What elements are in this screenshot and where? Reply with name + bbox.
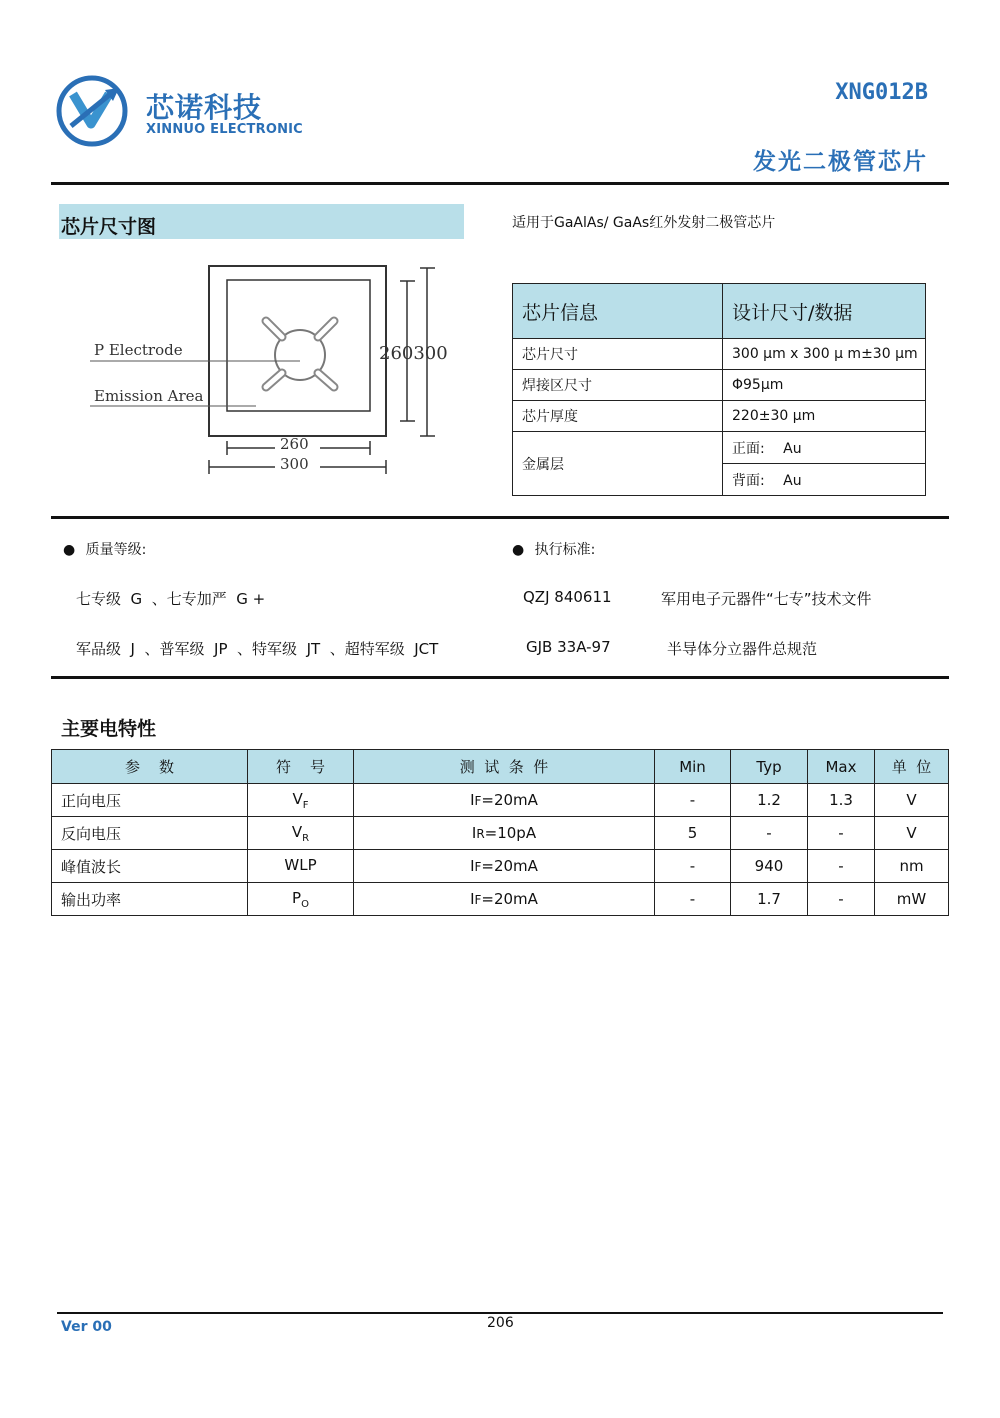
symbol-sub: F [302,799,309,811]
table-row [513,339,926,370]
cell-typ: 1.7 [731,883,808,916]
header-divider [51,182,949,185]
table-row [513,401,926,432]
standard-desc: 半导体分立器件总规范 [667,640,818,658]
metal-front [723,432,926,464]
row-value: 220±30 μm [723,401,926,432]
cell-typ: - [731,817,808,850]
cell-unit: nm [875,850,949,883]
symbol-main: P [292,888,302,907]
condition-sub: F [474,893,482,907]
header-design-data: 设计尺寸/数据 [723,284,926,339]
cell-param: 输出功率 [52,883,248,916]
cell-condition [354,850,655,883]
symbol-main: WLP [284,855,317,874]
row-label: 芯片厚度 [513,401,723,432]
table-row [52,784,949,817]
logo-mark-icon [55,74,129,148]
condition-value: =10pA [484,824,537,842]
cell-condition [354,883,655,916]
standard-desc: 军用电子元器件“七专”技术文件 [661,590,872,608]
cell-symbol [248,817,354,850]
col-header-unit: 单 位 [875,750,949,784]
table-row [52,817,949,850]
cell-symbol [248,883,354,916]
condition-value: =20mA [481,791,538,809]
chip-dimension-diagram [80,255,460,480]
applicability-note: 适用于GaAlAs/ GaAs红外发射二极管芯片 [512,215,776,231]
standard-code: QZJ 840611 [523,588,612,606]
condition-value: =20mA [481,857,538,875]
cell-typ: 1.2 [731,784,808,817]
symbol-sub: R [302,832,310,844]
cell-condition [354,784,655,817]
section-title-chip-size: 芯片尺寸图 [61,216,157,238]
cell-max: - [808,850,875,883]
dimension-outer-width: 300 [280,455,309,473]
metal-front-label: 正面: [732,440,765,457]
document-title: 发光二极管芯片 [753,149,928,175]
standards-title: 执行标准: [534,542,596,558]
quality-title: 质量等级: [85,542,147,558]
condition-main: I [470,857,475,875]
page-number: 206 [487,1315,514,1331]
cell-param: 反向电压 [52,817,248,850]
condition-main: I [471,824,477,842]
table-header-row [513,284,926,339]
quality-line-1: 七专级 G 、七专加严 G + [76,590,266,608]
cell-max: - [808,817,875,850]
table-row [513,370,926,401]
section-title-electrical: 主要电特性 [61,718,157,740]
electrical-table [51,749,949,916]
cell-max: - [808,883,875,916]
cell-condition [354,817,655,850]
metal-back-label: 背面: [732,472,765,489]
section-divider [51,676,949,679]
metal-back-value: Au [783,472,802,489]
section-divider [51,516,949,519]
cell-unit: V [875,817,949,850]
quality-heading [63,539,146,559]
table-row [52,883,949,916]
dimension-vertical: 260300 [379,343,448,364]
cell-min: 5 [655,817,731,850]
bullet-icon: ● [512,542,525,558]
metal-layer-label: 金属层 [513,432,723,496]
bullet-icon: ● [63,542,76,558]
table-row [52,850,949,883]
cell-min: - [655,784,731,817]
symbol-main: V [292,789,303,808]
company-name-cn: 芯诺科技 [146,91,263,124]
cell-param: 正向电压 [52,784,248,817]
cell-param: 峰值波长 [52,850,248,883]
table-row [513,432,926,464]
version-label: Ver 00 [61,1319,112,1335]
col-header-param: 参 数 [52,750,248,784]
quality-line-2: 军品级 J 、普军级 JP 、特军级 JT 、超特军级 JCT [76,640,439,658]
cell-symbol [248,850,354,883]
col-header-min: Min [655,750,731,784]
condition-sub: F [474,794,482,808]
part-number: XNG012B [835,80,928,105]
cell-unit: mW [875,883,949,916]
symbol-sub: O [301,898,309,910]
standards-heading [512,539,595,559]
condition-main: I [470,791,475,809]
row-label: 焊接区尺寸 [513,370,723,401]
col-header-symbol: 符 号 [248,750,354,784]
cell-unit: V [875,784,949,817]
row-value: 300 μm x 300 μ m±30 μm [723,339,926,370]
cell-typ: 940 [731,850,808,883]
cell-max: 1.3 [808,784,875,817]
footer-divider [57,1312,943,1314]
col-header-max: Max [808,750,875,784]
chip-info-table [512,283,926,496]
header-chip-info: 芯片信息 [513,284,723,339]
condition-sub: R [476,827,485,841]
cell-min: - [655,883,731,916]
symbol-main: V [291,822,303,841]
label-emission-area: Emission Area [94,387,204,405]
row-label: 芯片尺寸 [513,339,723,370]
chip-outline-drawing [80,255,460,480]
condition-value: =20mA [481,890,538,908]
company-name-en: XINNUO ELECTRONIC [146,122,303,137]
metal-front-value: Au [783,440,802,457]
standard-code: GJB 33A-97 [526,638,611,656]
company-logo [55,74,129,148]
cell-symbol [248,784,354,817]
condition-main: I [470,890,475,908]
metal-back [723,464,926,496]
condition-sub: F [474,860,482,874]
dimension-inner-width: 260 [280,435,309,453]
cell-min: - [655,850,731,883]
col-header-condition: 测 试 条 件 [354,750,655,784]
col-header-typ: Typ [731,750,808,784]
row-value: Φ95μm [723,370,926,401]
label-p-electrode: P Electrode [94,341,183,359]
table-header-row [52,750,949,784]
